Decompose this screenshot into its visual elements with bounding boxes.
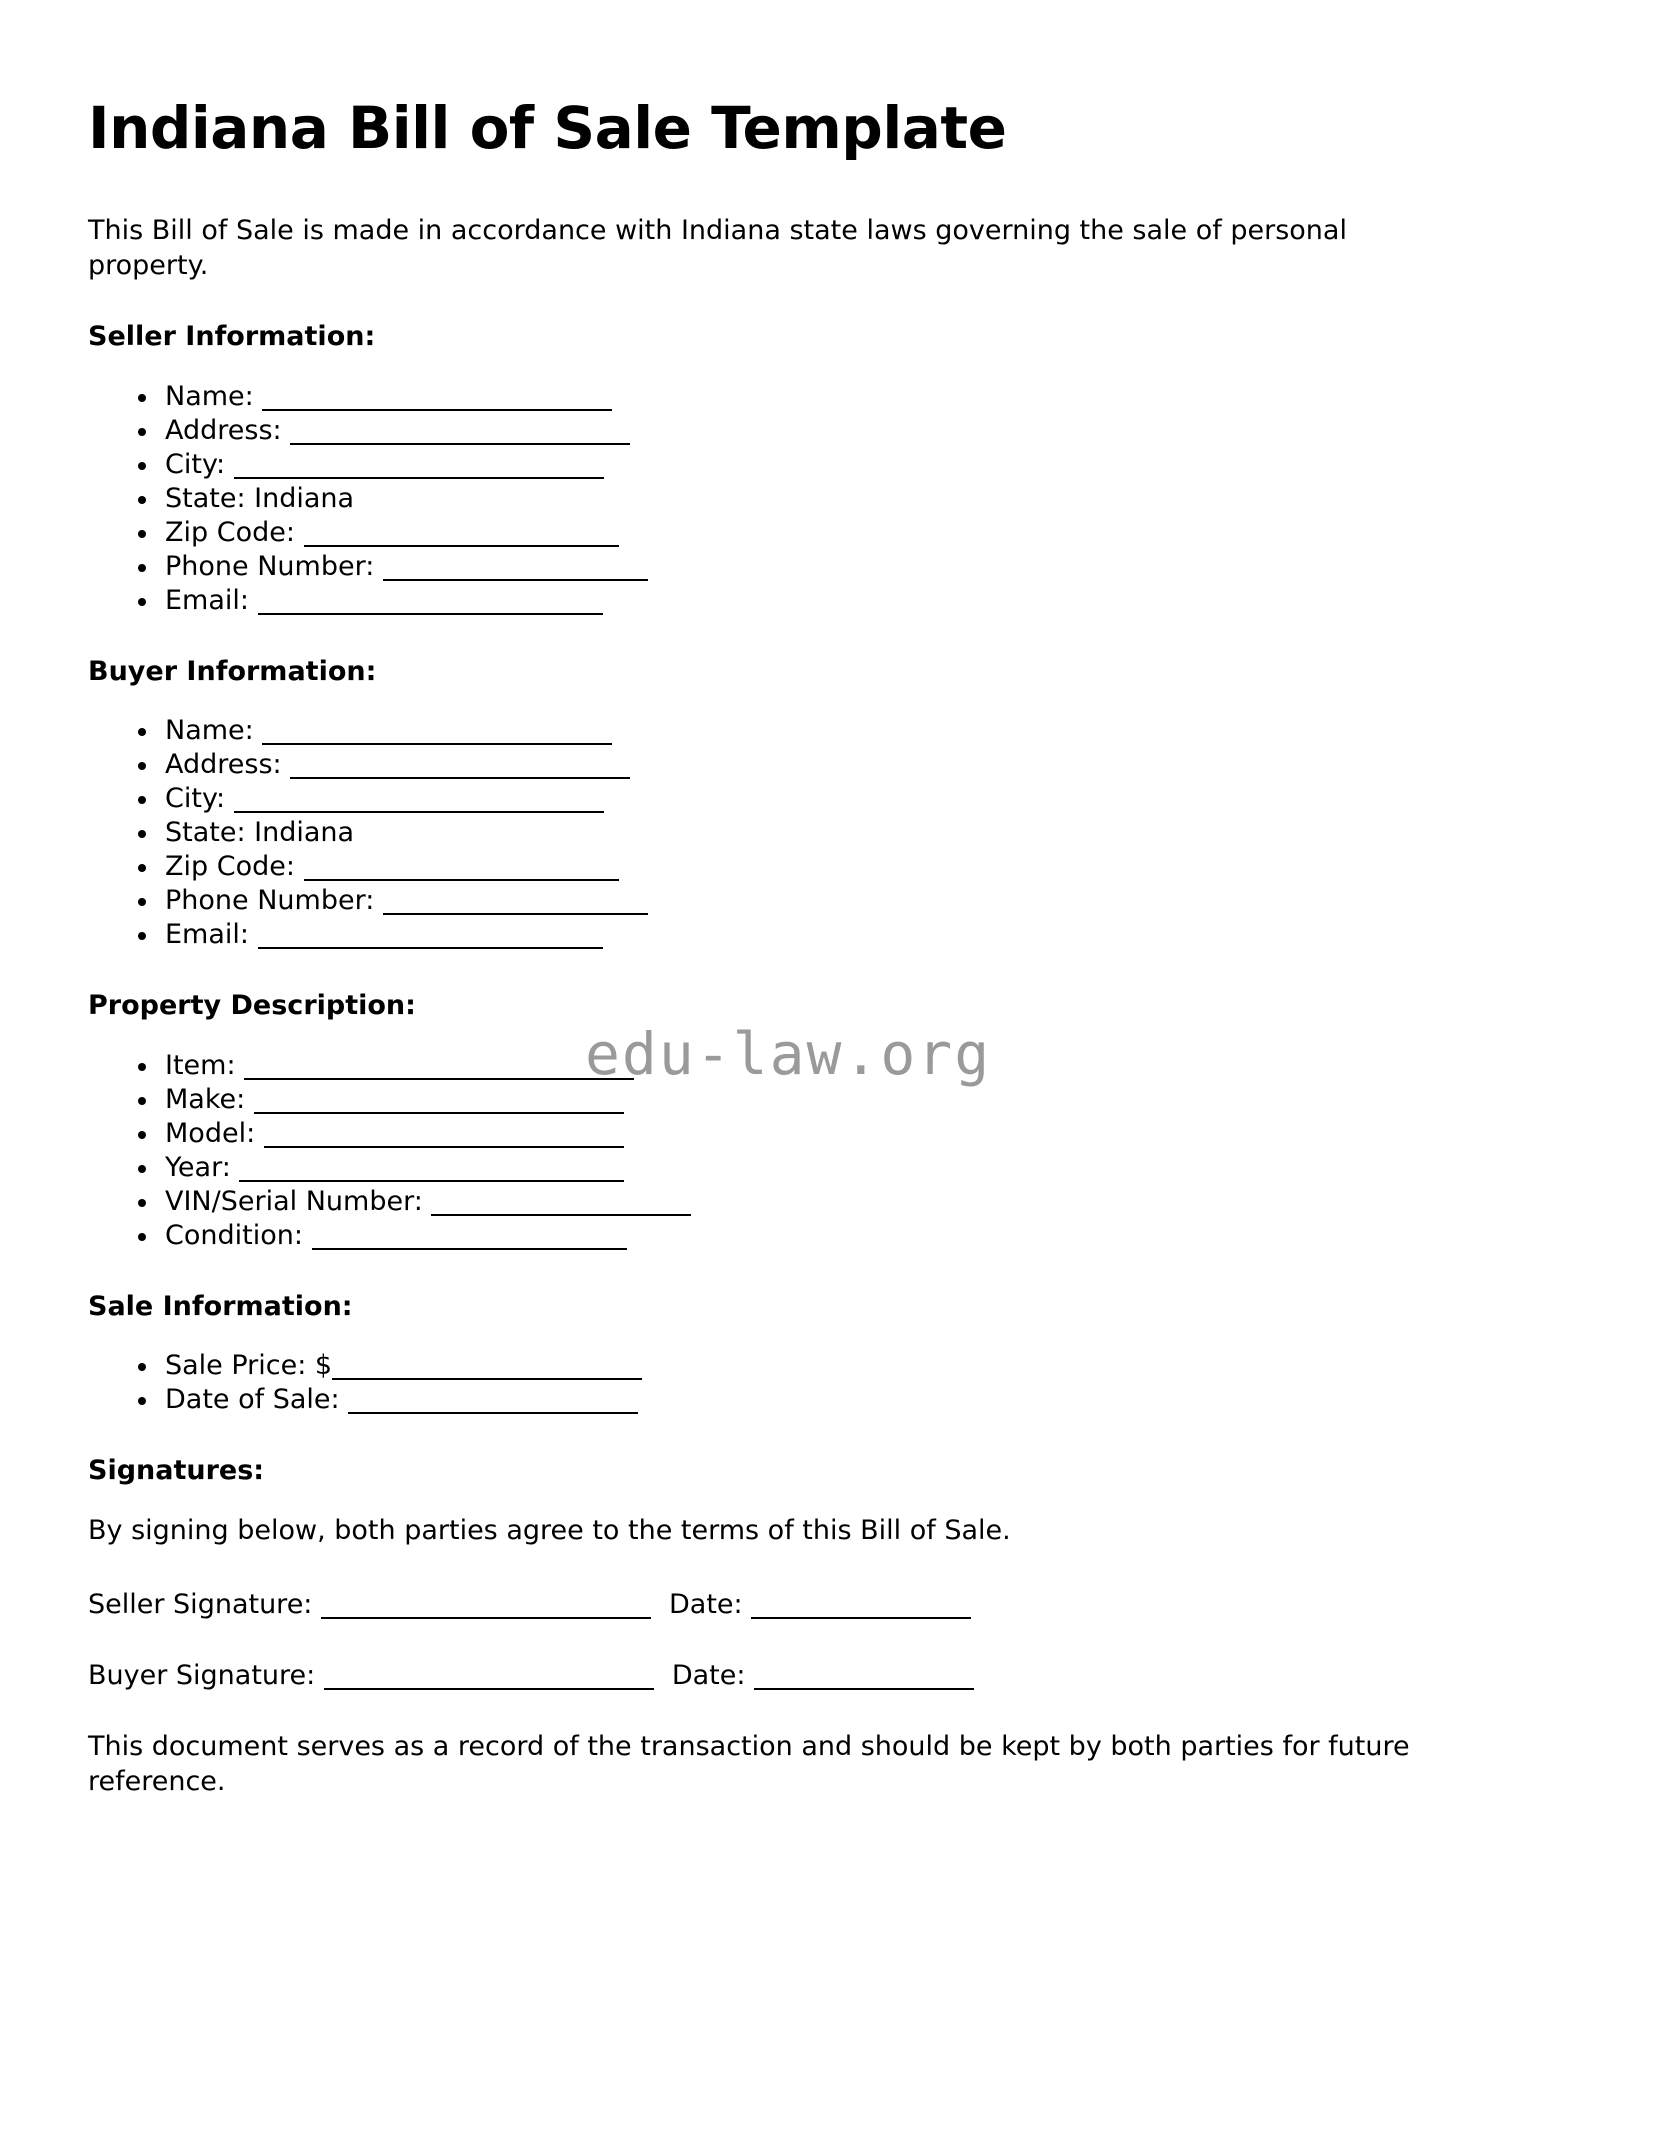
field-blank-line[interactable] xyxy=(383,893,648,915)
field-label: Zip Code: xyxy=(165,516,295,548)
field-label: Sale Price: $ xyxy=(165,1350,333,1382)
field-label: Name: xyxy=(165,715,254,747)
signature-row xyxy=(88,1658,1544,1693)
seller-section-heading: Seller Information: xyxy=(88,321,376,353)
field-blank-line[interactable] xyxy=(332,1358,642,1380)
field-label: State: xyxy=(165,482,246,514)
field-label: Address: xyxy=(165,414,282,446)
field-blank-line[interactable] xyxy=(383,559,648,581)
signature-party-label: Seller Signature: xyxy=(88,1588,321,1620)
field-label: City: xyxy=(165,448,226,480)
field-blank-line[interactable] xyxy=(264,1126,624,1148)
field-label: Zip Code: xyxy=(165,851,295,883)
signature-date-label: Date: xyxy=(671,1659,755,1691)
field-label: Date of Sale: xyxy=(165,1384,340,1416)
list-item xyxy=(130,1117,1544,1151)
list-item xyxy=(130,482,1544,516)
field-label: Email: xyxy=(165,919,250,951)
list-item xyxy=(130,850,1544,884)
list-item xyxy=(130,516,1544,550)
list-item xyxy=(130,1383,1544,1417)
signature-blank-line[interactable] xyxy=(324,1668,654,1690)
list-item xyxy=(130,918,1544,952)
list-item xyxy=(130,782,1544,816)
list-item xyxy=(130,1185,1544,1219)
signature-date-label: Date: xyxy=(668,1588,752,1620)
buyer-field-list xyxy=(88,714,1544,952)
list-item xyxy=(130,816,1544,850)
list-item xyxy=(130,1083,1544,1117)
field-blank-line[interactable] xyxy=(254,1092,624,1114)
property-section-heading: Property Description: xyxy=(88,990,416,1022)
buyer-section-heading: Buyer Information: xyxy=(88,655,377,687)
field-label: Name: xyxy=(165,380,254,412)
signature-blank-line[interactable] xyxy=(321,1597,651,1619)
list-item xyxy=(130,1151,1544,1185)
field-blank-line[interactable] xyxy=(262,723,612,745)
field-label: Email: xyxy=(165,584,250,616)
field-label: Phone Number: xyxy=(165,885,375,917)
watermark-text: edu-law.org xyxy=(585,1020,992,1088)
field-blank-line[interactable] xyxy=(239,1160,624,1182)
sale-field-list xyxy=(88,1349,1544,1417)
field-blank-line[interactable] xyxy=(312,1228,627,1250)
list-item xyxy=(130,1219,1544,1253)
field-blank-line[interactable] xyxy=(304,525,619,547)
field-label: Year: xyxy=(165,1151,231,1183)
field-blank-line[interactable] xyxy=(258,593,603,615)
field-label: Make: xyxy=(165,1083,246,1115)
field-blank-line[interactable] xyxy=(348,1392,638,1414)
field-label: Item: xyxy=(165,1049,236,1081)
list-item xyxy=(130,584,1544,618)
page-title: Indiana Bill of Sale Template xyxy=(88,94,1007,162)
signature-date-blank-line[interactable] xyxy=(754,1668,974,1690)
field-label: Phone Number: xyxy=(165,550,375,582)
list-item xyxy=(130,884,1544,918)
field-blank-line[interactable] xyxy=(304,859,619,881)
field-blank-line[interactable] xyxy=(290,757,630,779)
closing-paragraph: This document serves as a record of the transaction and should be kept by both parties for future reference. xyxy=(88,1730,1410,1797)
list-item xyxy=(130,414,1544,448)
signatures-section-heading: Signatures: xyxy=(88,1455,265,1487)
field-blank-line[interactable] xyxy=(290,423,630,445)
field-label: City: xyxy=(165,783,226,815)
field-value: Indiana xyxy=(245,817,355,849)
list-item xyxy=(130,448,1544,482)
field-label: Address: xyxy=(165,749,282,781)
field-value: Indiana xyxy=(245,482,355,514)
field-blank-line[interactable] xyxy=(234,457,604,479)
field-label: Condition: xyxy=(165,1219,303,1251)
seller-field-list xyxy=(88,380,1544,618)
field-blank-line[interactable] xyxy=(234,791,604,813)
sale-section-heading: Sale Information: xyxy=(88,1290,353,1322)
list-item xyxy=(130,748,1544,782)
field-blank-line[interactable] xyxy=(244,1058,634,1080)
field-label: VIN/Serial Number: xyxy=(165,1185,423,1217)
signature-agreement-text: By signing below, both parties agree to the terms of this Bill of Sale. xyxy=(88,1515,1011,1547)
property-field-list xyxy=(88,1049,1544,1253)
intro-paragraph: This Bill of Sale is made in accordance with Indiana state laws governing the sale of personal property. xyxy=(88,214,1347,282)
signature-date-blank-line[interactable] xyxy=(751,1597,971,1619)
list-item xyxy=(130,550,1544,584)
field-blank-line[interactable] xyxy=(431,1194,691,1216)
field-label: State: xyxy=(165,817,246,849)
field-label: Model: xyxy=(165,1117,256,1149)
list-item xyxy=(130,1049,1544,1083)
field-blank-line[interactable] xyxy=(262,389,612,411)
signature-party-label: Buyer Signature: xyxy=(88,1659,324,1691)
list-item xyxy=(130,1349,1544,1383)
signature-row xyxy=(88,1587,1544,1622)
signature-rows xyxy=(88,1587,1544,1693)
list-item xyxy=(130,714,1544,748)
list-item xyxy=(130,380,1544,414)
field-blank-line[interactable] xyxy=(258,927,603,949)
